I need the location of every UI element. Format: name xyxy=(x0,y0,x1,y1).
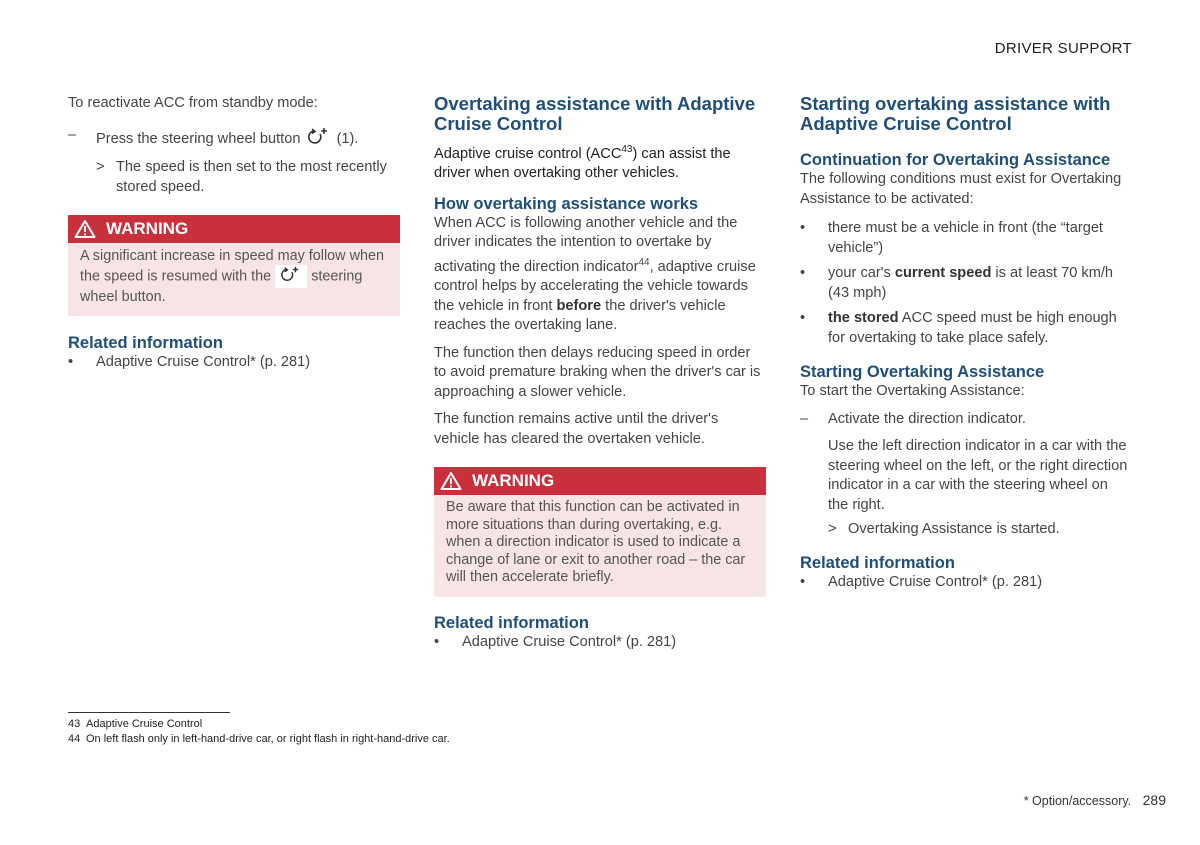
warning-icon xyxy=(74,219,96,239)
related-item: • Adaptive Cruise Control* (p. 281) xyxy=(800,573,1132,593)
list-item: • the stored ACC speed must be high enough for overtaking to take place safely. xyxy=(800,310,1117,346)
paragraph: The function then delays reducing speed in order to avoid premature braking when the driver's car is approaching a slower vehicle. xyxy=(434,344,761,400)
step-suffix: (1). xyxy=(336,130,359,147)
warning-text: A significant increase in speed may follow when the speed is resumed with the xyxy=(80,248,384,285)
step-item xyxy=(68,126,400,153)
result-text: The speed is then set to the most recently stored speed. xyxy=(116,159,387,195)
result-item xyxy=(96,158,400,197)
intro-text: To reactivate ACC from standby mode: xyxy=(68,95,318,111)
subheading: How overtaking assistance works xyxy=(434,194,699,213)
warning-text-end: steering wheel button. xyxy=(80,268,363,305)
related-item xyxy=(68,353,400,373)
bullet: • xyxy=(68,354,74,370)
step-item: – Activate the direction indicator. xyxy=(800,410,1026,427)
warning-text: Be aware that this function can be activated in more situations than during overtaking, e.g. when a direction indicator is used to indicate a change of lane or exit to another road – the car will then accelerate briefly. xyxy=(446,499,746,586)
column-3 xyxy=(800,94,1132,598)
footnote-divider xyxy=(68,712,230,713)
list-item: • there must be a vehicle in front (the “target vehicle”) xyxy=(800,220,1103,256)
page-footer xyxy=(1024,792,1166,808)
dash-marker: – xyxy=(68,126,77,143)
paragraph: The following conditions must exist for Overtaking Assistance to be activated: xyxy=(800,171,1122,207)
related-heading: Related information xyxy=(800,553,955,572)
section-header: DRIVER SUPPORT xyxy=(994,40,1132,57)
page-number: 289 xyxy=(1142,792,1166,808)
subheading: Continuation for Overtaking Assistance xyxy=(800,151,1111,169)
related-link[interactable]: Adaptive Cruise Control* (p. 281) xyxy=(96,354,311,370)
resume-speed-icon xyxy=(305,126,333,153)
step-text: Press the steering wheel button xyxy=(96,130,301,147)
option-note: * Option/accessory. xyxy=(1023,794,1132,808)
warning-title: WARNING xyxy=(472,471,555,491)
resume-speed-icon xyxy=(275,265,307,288)
paragraph: To start the Overtaking Assistance: xyxy=(800,383,1025,399)
bullet: • xyxy=(434,633,440,650)
intro-text: Adaptive cruise control (ACC$^{43}$) can assist the driver when overtaking other vehicles. xyxy=(434,144,731,182)
related-link[interactable]: Adaptive Cruise Control* (p. 281) xyxy=(828,573,1043,590)
subheading: Starting Overtaking Assistance xyxy=(800,363,1045,381)
footnote: 44 On left flash only in left-hand-drive car, or right flash in right-hand-drive car. xyxy=(68,733,450,745)
warning-icon xyxy=(440,471,462,491)
result-marker: > xyxy=(96,159,105,175)
footnote: 43 Adaptive Cruise Control xyxy=(68,718,203,730)
warning-box xyxy=(68,215,400,316)
column-1 xyxy=(68,94,400,379)
result-item: > Overtaking Assistance is started. xyxy=(828,521,1060,537)
related-item xyxy=(434,633,766,653)
paragraph: The function remains active until the driver's vehicle has cleared the overtaken vehicle. xyxy=(434,411,719,447)
related-heading: Related information xyxy=(68,334,223,352)
column-2 xyxy=(434,94,766,658)
warning-title: WARNING xyxy=(106,219,189,239)
section-title: Starting overtaking assistance with Adaptive Cruise Control xyxy=(800,93,1111,134)
warning-box xyxy=(434,467,766,597)
related-heading: Related information xyxy=(434,613,589,632)
step-note: Use the left direction indicator in a car with the steering wheel on the left, or the right direction indicator in a car with the steering wheel on the right. xyxy=(828,438,1128,513)
paragraph: When ACC is following another vehicle and the driver indicates the intention to overtake by activating the direction indicator$^{44}$, adaptive cruise control helps by accelerating the vehicle towards the vehicle in front before the driver's vehicle reaches the overtaking lane. xyxy=(434,214,756,334)
section-title: Overtaking assistance with Adaptive Cruise Control xyxy=(434,93,756,134)
related-link[interactable]: Adaptive Cruise Control* (p. 281) xyxy=(462,633,677,650)
list-item: • your car's current speed is at least 70 km/h (43 mph) xyxy=(800,265,1114,301)
